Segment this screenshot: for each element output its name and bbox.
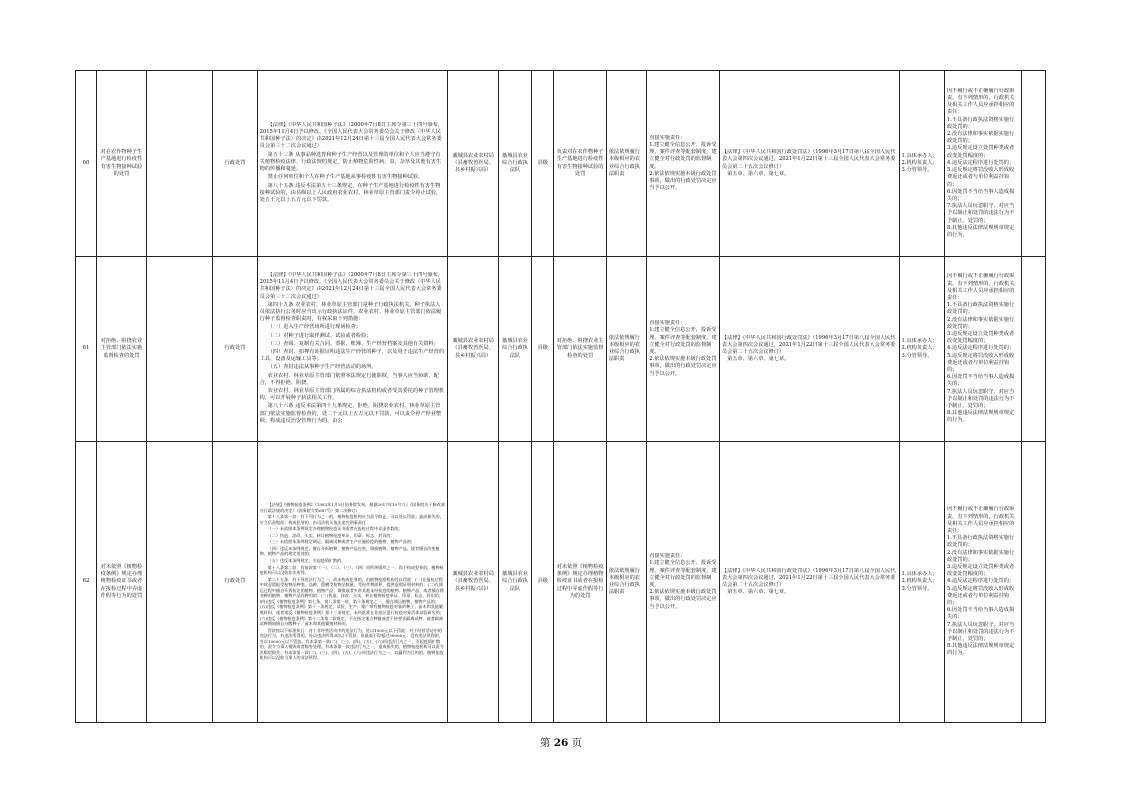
level: 县级 xyxy=(532,71,554,257)
accountability-form xyxy=(899,442,944,723)
legal-basis-paragraph: 农业农村、林业草原主管部门所属的综合执法机构或者受其委托的种子管理机构，可以开展种子执法相关工作。 xyxy=(259,388,445,402)
text-line: 8.其他违反法律法规规章规定的行为。 xyxy=(946,224,1015,238)
text-line: 8.其他违反法律法规规章规定的行为。 xyxy=(946,643,1015,657)
duty-list-table xyxy=(75,70,1046,723)
page-number: 第 26 页 xyxy=(539,737,583,749)
responsibility-item: 对未依照《植物检疫条例》规定办理植物检疫证书或者在报检过程中弄虚作假等行为的处罚 xyxy=(554,442,606,723)
text-line: 2.机构负责人； xyxy=(901,159,938,166)
legal-basis-paragraph: （一）未依照本条例规定办理植物检疫证书或者在报检过程中弄虚作假的； xyxy=(267,526,403,532)
table-row xyxy=(76,257,1046,442)
implementing-subject: 藁城县农业农村局（县畜牧兽医局、县乡村振兴局） xyxy=(448,71,498,257)
accountability-situations xyxy=(944,442,1021,723)
legal-basis-paragraph: 【法律】《中华人民共和国种子法》（2000年7月8日主席令第三十四号颁布，2015年11月4日予以修改，《全国人民代表大会常务委员会关于修改〈中华人民共和国种子法〉的决定》由2021年12月24日第十三届全国人民代表大会常务委员会第三十二次会议通过） xyxy=(259,121,444,150)
implementing-subject: 藁城县农业农村局（县畜牧兽医局、县乡村振兴局） xyxy=(448,442,498,723)
text-line: 2.机构负责人； xyxy=(901,578,938,585)
text-line: 2.没有法律和事实依据实施行政处罚的； xyxy=(946,549,1015,563)
legal-basis-paragraph: （五）查封违法从事种子生产经营活动的场所。 xyxy=(267,364,377,371)
responsibility-limit-basis xyxy=(719,71,899,257)
legal-basis-paragraph: 第四十九条 农业农村、林业草原主管部门是种子行政执法机关。种子执法人员依法执行公务时应当出示行政执法证件。农业农村、林业草原主管部门依法履行种子监督检查职责时，有权采取下列措施： xyxy=(259,301,442,323)
text-line: 直接实施责任： xyxy=(649,320,686,327)
row-number: 61 xyxy=(76,257,97,442)
legal-basis-paragraph: （二）对种子进行取样测试、试验或者检验； xyxy=(267,332,372,339)
accountability-situations xyxy=(944,71,1021,257)
cooperation-duty: 依法依规履行本级相应的农业综合行政执法职责 xyxy=(606,442,646,723)
responsibility-item: 对拒绝、阻挠农业主管部门依法实施监督检查的处罚 xyxy=(554,257,606,442)
legal-basis-paragraph: （四）查封、扣押有证据证明违法生产经营的种子，以及用于违法生产经营的工具、设备及运输工具等； xyxy=(259,349,445,363)
responsibility-limit-basis xyxy=(719,442,899,723)
power-type: 行政处罚 xyxy=(213,71,257,257)
executing-body: 藁城县农业综合行政执法队 xyxy=(498,257,531,442)
table-row xyxy=(76,442,1046,723)
level: 县级 xyxy=(532,257,554,442)
executing-body: 藁城县农业综合行政执法队 xyxy=(498,71,531,257)
item-name: 对拒绝、阻挠农业主管部门依法实施监督检查的处罚 xyxy=(97,257,146,442)
legal-basis-paragraph: （三）未依照本条例规定调运、隔离试种或者生产应施检疫的植物、植物产品的； xyxy=(267,539,416,545)
text-line: 5.违反规定将罚没收入形成收费返还或者与单位利益挂钩的； xyxy=(946,352,1015,373)
text-line: 2.机构负责人； xyxy=(901,345,938,352)
text-line: 因不履行或不正确履行行政职责，有下列情形的，行政机关及相关工作人员应承担相应的责任： xyxy=(946,506,1015,534)
legal-basis-paragraph: 第十八条第一款：有下列行为之一的，植物检疫机构应当责令纠正，可以处以罚款；造成损失的，应当负责赔偿；构成犯罪的，由司法机关依法追究刑事责任： xyxy=(259,514,444,525)
text-line: 6.因处罚不当给当事人造成损失的； xyxy=(946,188,1015,202)
text-line: 3.违反规定设立处罚种类或者改变处罚幅度的； xyxy=(946,145,1015,159)
text-line: 因不履行或不正确履行行政职责，有下列情形的，行政机关及相关工作人员应承担相应的责任： xyxy=(946,87,1015,116)
text-line: 1.具体承办人； xyxy=(901,571,938,578)
text-line: 2.没有法律和事实依据实施行政处罚的； xyxy=(946,131,1015,145)
legal-basis-paragraph: 【法规】《植物检疫条例》（1983年1月3日国务院发布，根据2017年10月7日《国务院关于修改部分行政法规的决定》（国务院令第687号）第二次修订） xyxy=(259,502,445,513)
text-line: 1.不具备行政执法资格实施行政处罚的； xyxy=(946,302,1015,316)
legal-basis-paragraph: （二）伪造、涂改、买卖、转让植物检疫单证、印章、标志、封识的； xyxy=(267,532,395,538)
text-line: 直接实施责任： xyxy=(649,553,686,560)
text-line: 1.具体承办人； xyxy=(901,152,938,159)
accountability-form xyxy=(899,71,944,257)
text-line: 因不履行或不正确履行行政职责，有下列情形的，行政机关及相关工作人员应承担相应的责任： xyxy=(946,273,1015,301)
text-line: 4.违反法定程序进行处罚的； xyxy=(946,159,1015,166)
item-name: 对在农作物种子生产基地进行检疫性有害生物接种试验的处罚 xyxy=(97,71,146,257)
accountability-situations xyxy=(944,257,1021,442)
responsibility-item: 负责对在农作物种子生产基地进行检疫性有害生物接种试验的处罚 xyxy=(554,71,606,257)
text-line: 7.执法人员玩忽职守，对应当予以制止和处罚的违法行为不予制止、处罚的； xyxy=(946,203,1015,224)
legal-basis-paragraph: （四）违反本条例规定，擅自开拆植物、植物产品包装，调换植物、植物产品，或者擅自改变植物、植物产品的规定用途的； xyxy=(259,545,440,557)
text-line: 7.执法人员玩忽职守，对应当予以制止和处罚的违法行为不予制止、处罚的； xyxy=(946,621,1015,643)
text-line: 第五章、第六章、第七章。 xyxy=(721,356,790,363)
text-line: 4.违反法定程序进行处罚的； xyxy=(946,578,1015,585)
legal-basis-paragraph: 【法律】《中华人民共和国种子法》（2000年7月8日主席令第三十四号颁布，2015年11月4日予以修改，《全国人民代表大会常务委员会关于修改〈中华人民共和国种子法〉的决定》由2021年12月24日第十三届全国人民代表大会常务委员会第三十二次会议通过） xyxy=(259,271,444,300)
text-line: 2.依法依规实施本级行政处罚事项，做出的行政处罚决定应当予以公开。 xyxy=(649,589,717,610)
row-number: 62 xyxy=(76,442,97,723)
text-line: 2.没有法律和事实依据实施行政处罚的； xyxy=(946,316,1015,330)
text-line: 3.违反规定设立处罚种类或者改变处罚幅度的； xyxy=(946,330,1015,345)
legal-basis-paragraph: 农业农村、林业草原主管部门依照本法规定行使职权，当事人应当协助、配合，不得拒绝、阻挠。 xyxy=(259,372,439,386)
sub-item xyxy=(146,71,213,257)
level: 县级 xyxy=(532,442,554,723)
text-line: 1.建立健全信息公开、投诉受理、案件评查等配套制度，建立健全对行政处罚的监督制度。 xyxy=(649,141,717,170)
row-number: 60 xyxy=(76,71,97,257)
text-line: 第五章、第六章、第七章。 xyxy=(721,589,790,596)
text-line: 1.不具备行政执法资格实施行政处罚的； xyxy=(946,535,1015,549)
text-line: 5.违反规定将罚没收入形成收费返还或者与单位利益挂钩的； xyxy=(946,585,1015,606)
power-type: 行政处罚 xyxy=(213,442,257,723)
legal-basis xyxy=(257,442,448,723)
legal-basis-paragraph: 罚款按以下标准执行：对于非经营活动中的违法行为，处以1000元以下罚款；对于经营活动中的违法行为，有违法所得的，处以违法所得3倍以下罚款，但最高不得超过30000元；没有违法所得的，处以10000元以下罚款。有本条第一款(二)、(三)、(四)、(五)、(六)项违法行为之一，引起疫情扩散的，责令当事人销毁或者除害处理。有本条第一款违法行为之一，造成损失的，植物检疫机构可以责令其赔偿损失。有本条第一款(二)、(三)、(四)、(五)、(六)项违法行为之一，以赢利为目的的，植物检疫机构可以没收当事人的非法所得。 xyxy=(259,627,444,661)
legal-basis-paragraph: 第十八条第二款：有前款第（一）、（二）、（三）、（四）项所列情形之一，尚不构成犯罪的，植物检疫机构可以没收非法所得。 xyxy=(259,564,444,576)
legal-basis-paragraph: （一）进入生产经营场所进行现场检查； xyxy=(267,324,362,331)
legal-basis-paragraph: 禁止任何单位和个人在种子生产基地从事检疫性有害生物接种试验。 xyxy=(267,174,424,181)
text-line: 2.依法依规实施本级行政处罚事项，做出的行政处罚决定应当予以公开。 xyxy=(649,170,717,192)
text-line: 【法律】《中华人民共和国行政处罚法》（1996年3月17日第八届全国人民代表大会第四次会议通过，2021年1月22日第十三届全国人民代表大会常务委员会第二十五次会议修订） xyxy=(721,334,896,355)
text-line: 6.因处罚不当给当事人造成损失的； xyxy=(946,374,1015,388)
responsibility-detail xyxy=(647,442,720,723)
text-line: 1.建立健全信息公开、投诉受理、案件评查等配套制度，建立健全对行政处罚的监督制度。 xyxy=(649,560,717,588)
text-line: 7.执法人员玩忽职守，对应当予以制止和处罚的违法行为不予制止、处罚的； xyxy=(946,388,1015,410)
text-line: 1.不具备行政执法资格实施行政处罚的； xyxy=(946,116,1015,130)
text-line: 3.分管领导。 xyxy=(901,585,933,592)
sub-item xyxy=(146,257,213,442)
text-line: 第五章、第六章、第七章。 xyxy=(721,170,790,177)
responsibility-detail xyxy=(647,257,720,442)
item-name: 对未依照《植物检疫条例》规定办理植物检疫证书或者在报检过程中弄虚作假等行为的处罚 xyxy=(97,442,146,723)
responsibility-detail xyxy=(647,71,720,257)
legal-basis-paragraph: 第二十五条：有下列违法行为之一，尚未构成犯罪的，由植物检疫机构处以罚款：(一)在报检过程中故意谎报受检物品种类、品种，隐瞒受检物品数量、受检作物面积，提供虚假证明材料的；(二)在调运过程中擅自开拆检讫的植物、植物产品，调换或者夹带其他未经检疫的植物、植物产品，或者擅自将非种用植物、植物产品作种用的；(三)伪造、涂改、买卖、转让植物检疫单证、印章、标志、封识的；(四)违反《植物检疫条例》第七条、第八条第一款、第十条规定之一，擅自调运植物、植物产品的；(五)违反《植物检疫条例》第十一条规定，试验、生产、推广带有植物检疫对象的种子、苗木和其他繁殖材料，或者违反《植物检疫条例》第十三条规定，未经批准在非疫区进行检疫对象活体试验研究的；(六)违反《植物检疫条例》第十二条第二款规定，不在指定地点种植或者不按要求隔离试种，或者隔离试种期间擅自分散种子、苗木和其他繁殖材料的。 xyxy=(259,576,444,627)
remarks-cell xyxy=(1021,442,1045,723)
text-line: 1.建立健全信息公开、投诉受理、案件评查等配套制度，建立健全对行政处罚的监督制度。 xyxy=(649,327,717,355)
legal-basis-paragraph: （五）违反本条例规定，引起疫情扩散的。 xyxy=(267,558,346,564)
text-line: 3.违反规定设立处罚种类或者改变处罚幅度的； xyxy=(946,563,1015,578)
cooperation-duty: 依法依规履行本级相应的农业综合行政执法职责 xyxy=(606,71,646,257)
legal-basis-paragraph: 第八十六条 违反本法第四十九条规定，拒绝、阻挠农业农村、林业草原主管部门依法实施监督检查的，处二千元以上五万元以下罚款，可以责令停产停业整顿；构成违反治安管理行为的，由公 xyxy=(259,403,442,424)
legal-basis xyxy=(257,257,448,442)
text-line: 6.因处罚不当给当事人造成损失的； xyxy=(946,607,1015,621)
executing-body: 藁城县农业综合行政执法队 xyxy=(498,442,531,723)
text-line: 5.违反规定将罚没收入形成收费返还或者与单位利益挂钩的； xyxy=(946,167,1015,188)
sub-item xyxy=(146,442,213,723)
text-line: 2.依法依规实施本级行政处罚事项，做出的行政处罚决定应当予以公开。 xyxy=(649,356,717,377)
text-line: 1.具体承办人； xyxy=(901,338,938,345)
text-line: 8.其他违反法律法规规章规定的行为。 xyxy=(946,410,1015,424)
legal-basis-paragraph: 第五十三条 从事品种选育和种子生产经营以及管理的单位和个人应当遵守有关植物检疫法律、行政法规的规定，防止植物危险性病、虫、杂草及其他有害生物的传播和蔓延。 xyxy=(259,151,442,173)
text-line: 【法律】《中华人民共和国行政处罚法》（1996年3月17日第八届全国人民代表大会第四次会议通过，2021年1月22日第十三届全国人民代表大会常务委员会第二十五次会议修订） xyxy=(721,149,896,170)
text-line: 3.分管领导。 xyxy=(901,352,933,359)
responsibility-limit-basis xyxy=(719,257,899,442)
legal-basis-paragraph: （三）查阅、复制有关合同、票据、账簿、生产经营档案及其他有关资料； xyxy=(267,340,439,347)
text-line: 直接实施责任： xyxy=(649,134,686,141)
remarks-cell xyxy=(1021,257,1045,442)
power-type: 行政处罚 xyxy=(213,257,257,442)
remarks-cell xyxy=(1021,71,1045,257)
cooperation-duty: 依法依规履行本级相应的农业综合行政执法职责 xyxy=(606,257,646,442)
legal-basis xyxy=(257,71,448,257)
text-line: 4.违反法定程序进行处罚的； xyxy=(946,345,1015,352)
legal-basis-paragraph: 第八十五条 违反本法第五十三条规定，在种子生产基地进行检疫性有害生物接种试验的，由县级以上人民政府农业农村、林业草原主管部门责令停止试验，处五千元以上五万元以下罚款。 xyxy=(259,182,442,203)
text-line: 【法律】《中华人民共和国行政处罚法》（1996年3月17日第八届全国人民代表大会第四次会议通过，2021年1月22日第十三届全国人民代表大会常务委员会第二十五次会议修订） xyxy=(721,567,896,588)
text-line: 3.分管领导。 xyxy=(901,167,933,174)
table-row xyxy=(76,71,1046,257)
accountability-form xyxy=(899,257,944,442)
implementing-subject: 藁城县农业农村局（县畜牧兽医局、县乡村振兴局） xyxy=(448,257,498,442)
